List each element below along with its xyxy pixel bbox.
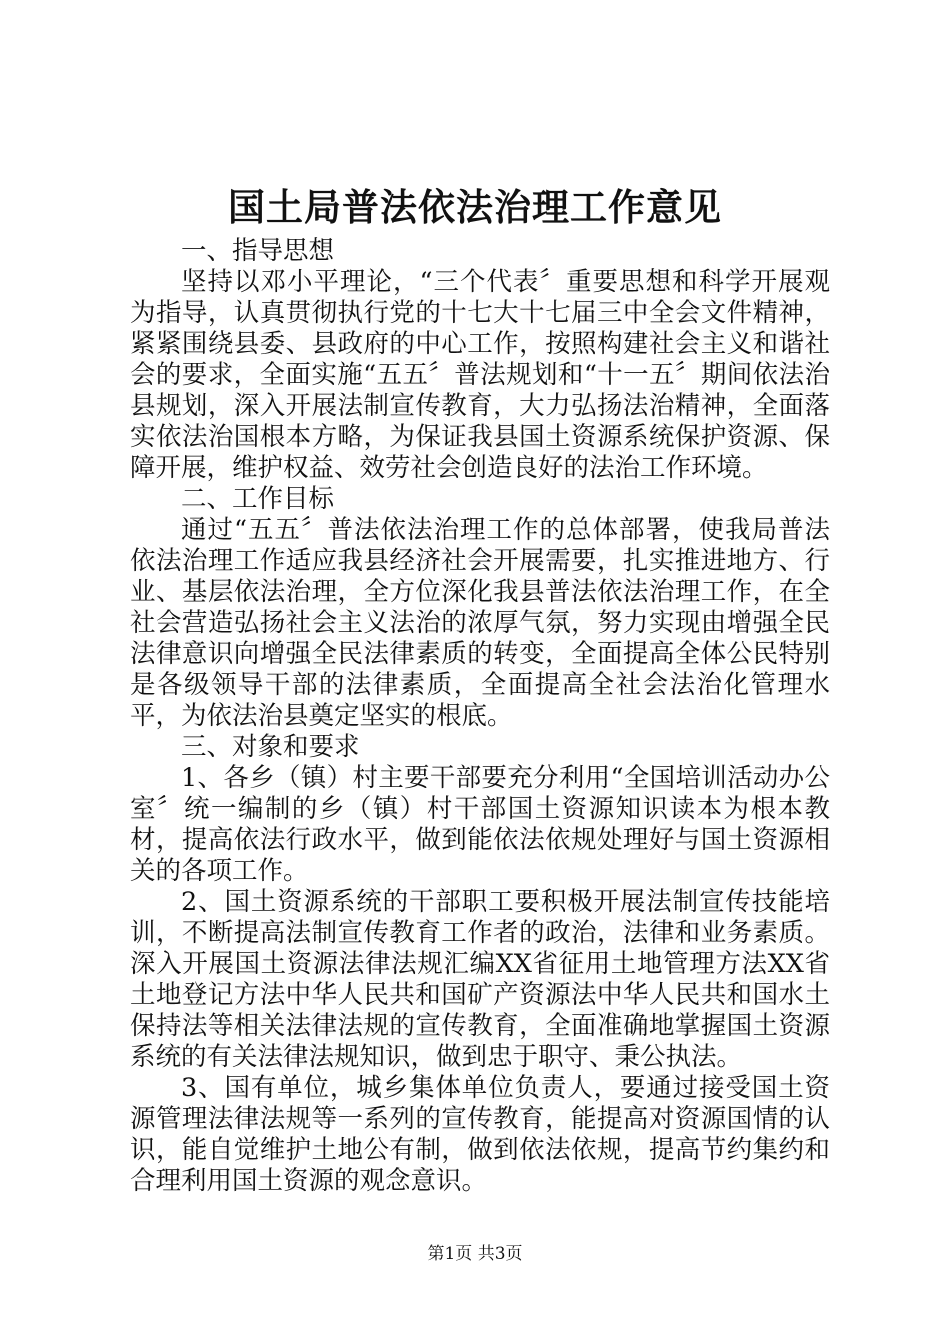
paragraph: 坚持以邓小平理论，“三个代表〞重要思想和科学开展观为指导，认真贯彻执行党的十七大十七届三中全会文件精神，紧紧围绕县委、县政府的中心工作，按照构建社会主义和谐社会的要求，全面实施“五五〞普法规划和“十一五〞期间依法治县规划，深入开展法制宣传教育，大力弘扬法治精神，全面落实依法治国根本方略，为保证我县国土资源系统保护资源、保障开展，维护权益、效劳社会创造良好的法治工作环境。 bbox=[130, 267, 830, 483]
section-heading: 二、工作目标 bbox=[181, 484, 335, 514]
document-body bbox=[130, 236, 830, 1197]
section-heading: 一、指导思想 bbox=[181, 236, 335, 266]
paragraph: 通过“五五〞普法依法治理工作的总体部署，使我局普法依法治理工作适应我县经济社会开展需要，扎实推进地方、行业、基层依法治理，全方位深化我县普法依法治理工作，在全社会营造弘扬社会主义法治的浓厚气氛，努力实现由增强全民法律意识向增强全民法律素质的转变，全面提高全体公民特别是各级领导干部的法律素质，全面提高全社会法治化管理水平，为依法治县奠定坚实的根底。 bbox=[130, 515, 830, 731]
document-title: 国土局普法依法治理工作意见 bbox=[228, 185, 722, 229]
paragraph: 3、国有单位，城乡集体单位负责人，要通过接受国土资源管理法律法规等一系列的宣传教育，能提高对资源国情的认识，能自觉维护土地公有制，做到依法依规，提高节约集约和合理利用国土资源的观念意识。 bbox=[130, 1073, 830, 1196]
page-number: 第1页 共3页 bbox=[427, 1244, 523, 1264]
paragraph: 2、国土资源系统的干部职工要积极开展法制宣传技能培训，不断提高法制宣传教育工作者的政治，法律和业务素质。深入开展国土资源法律法规汇编XX省征用土地管理方法XX省土地登记方法中华人民共和国矿产资源法中华人民共和国水土保持法等相关法律法规的宣传教育，全面准确地掌握国土资源系统的有关法律法规知识，做到忠于职守、秉公执法。 bbox=[130, 887, 830, 1072]
paragraph: 1、各乡（镇）村主要干部要充分利用“全国培训活动办公室〞统一编制的乡（镇）村干部国土资源知识读本为根本教材，提高依法行政水平，做到能依法依规处理好与国土资源相关的各项工作。 bbox=[130, 763, 830, 886]
section-heading: 三、对象和要求 bbox=[181, 732, 360, 762]
